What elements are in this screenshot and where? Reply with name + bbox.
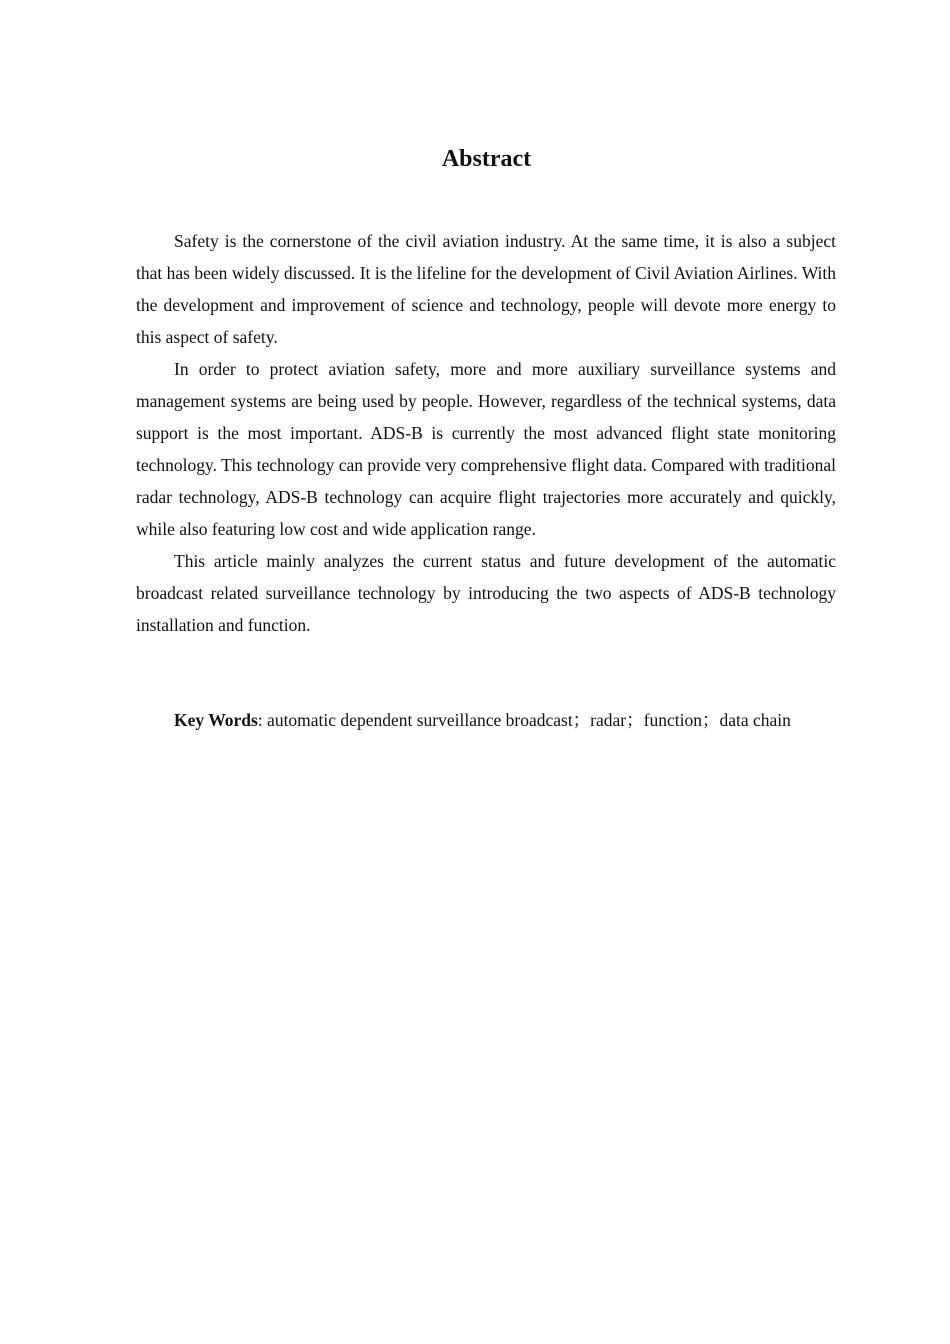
keywords-separator: :: [257, 710, 268, 730]
abstract-paragraph-2: In order to protect aviation safety, more and more auxiliary surveillance systems and management systems are being used by people. However, regardless of the technical systems, data support is the most important. ADS-B is currently the most advanced flight state monitoring technology. This technology can provide very comprehensive flight data. Compared with traditional radar technology, ADS-B technology can acquire flight trajectories more accurately and quickly, while also featuring low cost and wide application range.: [136, 359, 836, 539]
keywords-line: [136, 704, 836, 736]
abstract-body: [136, 225, 836, 641]
abstract-paragraph-3: This article mainly analyzes the current status and future development of the automatic broadcast related surveillance technology by introducing the two aspects of ADS-B technology installation and function.: [136, 551, 836, 635]
page-title: Abstract: [441, 146, 532, 172]
keywords-label: Key Words: [174, 710, 258, 730]
abstract-paragraph-1: Safety is the cornerstone of the civil aviation industry. At the same time, it is also a subject that has been widely discussed. It is the lifeline for the development of Civil Aviation Airlines. With the development and improvement of science and technology, people will devote more energy to this aspect of safety.: [136, 231, 836, 347]
keywords-text: automatic dependent surveillance broadcast；radar；function；data chain: [267, 710, 791, 730]
